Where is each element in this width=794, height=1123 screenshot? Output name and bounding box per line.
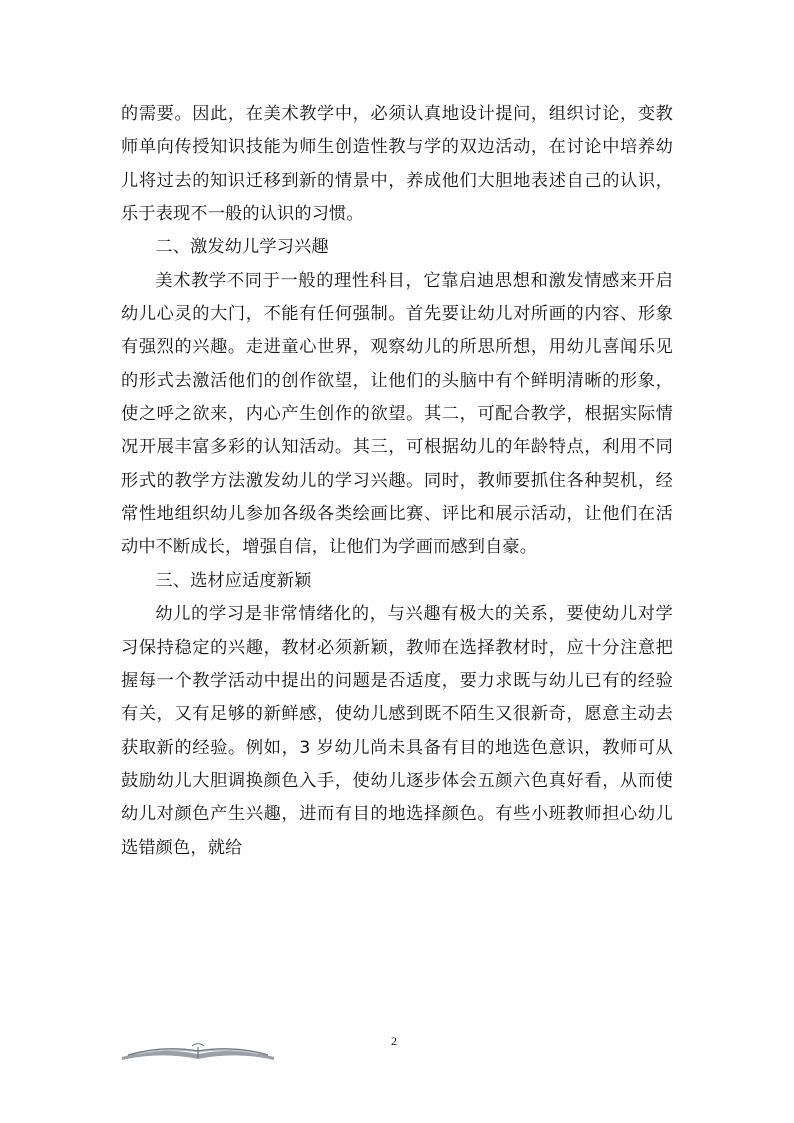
page-number: 2 (391, 1034, 397, 1048)
body-paragraph-materials: 幼儿的学习是非常情绪化的，与兴趣有极大的关系，要使幼儿对学习保持稳定的兴趣，教材必须新颖，教师在选择教材时，应十分注意把握每一个教学活动中提出的问题是否适度，要力求既与幼儿已有的经验有关，又有足够的新鲜感，使幼儿感到既不陌生又很新奇，愿意主动去获取新的经验。例如，3 岁幼儿尚未具备有目的地选色意识，教师可从鼓励幼儿大胆调换颜色入手，使幼儿逐步体会五颜六色真好看，从而使幼儿对颜色产生兴趣，进而有目的地选择颜色。有些小班教师担心幼儿选错颜色，就给 (121, 604, 673, 858)
page-footer (0, 1030, 794, 1070)
body-paragraph-interest: 美术教学不同于一般的理性科目，它靠启迪思想和激发情感来开启幼儿心灵的大门，不能有任何强制。首先要让幼儿对所画的内容、形象有强烈的兴趣。走进童心世界，观察幼儿的所思所想，用幼儿喜闻乐见的形式去激活他们的创作欲望，让他们的头脑中有个鲜明清晰的形象，使之呼之欲来，内心产生创作的欲望。其二，可配合教学，根据实际情况开展丰富多彩的认知活动。其三，可根据幼儿的年龄特点，利用不同形式的教学方法激发幼儿的学习兴趣。同时，教师要抓住各种契机，经常性地组织幼儿参加各级各类绘画比赛、评比和展示活动，让他们在活动中不断成长，增强自信，让他们为学画而感到自豪。 (121, 270, 673, 558)
open-book-icon (118, 1038, 278, 1062)
section-heading-3: 三、选材应适度新颖 (155, 570, 312, 591)
document-body (121, 98, 673, 865)
section-heading-2: 二、激发幼儿学习兴趣 (155, 237, 329, 258)
continuation-paragraph: 的需要。因此，在美术教学中，必须认真地设计提问，组织讨论，变教师单向传授知识技能为师生创造性教与学的双边活动，在讨论中培养幼儿将过去的知识迁移到新的情景中，养成他们大胆地表述自己的认识，乐于表现不一般的认识的习惯。 (121, 104, 673, 225)
